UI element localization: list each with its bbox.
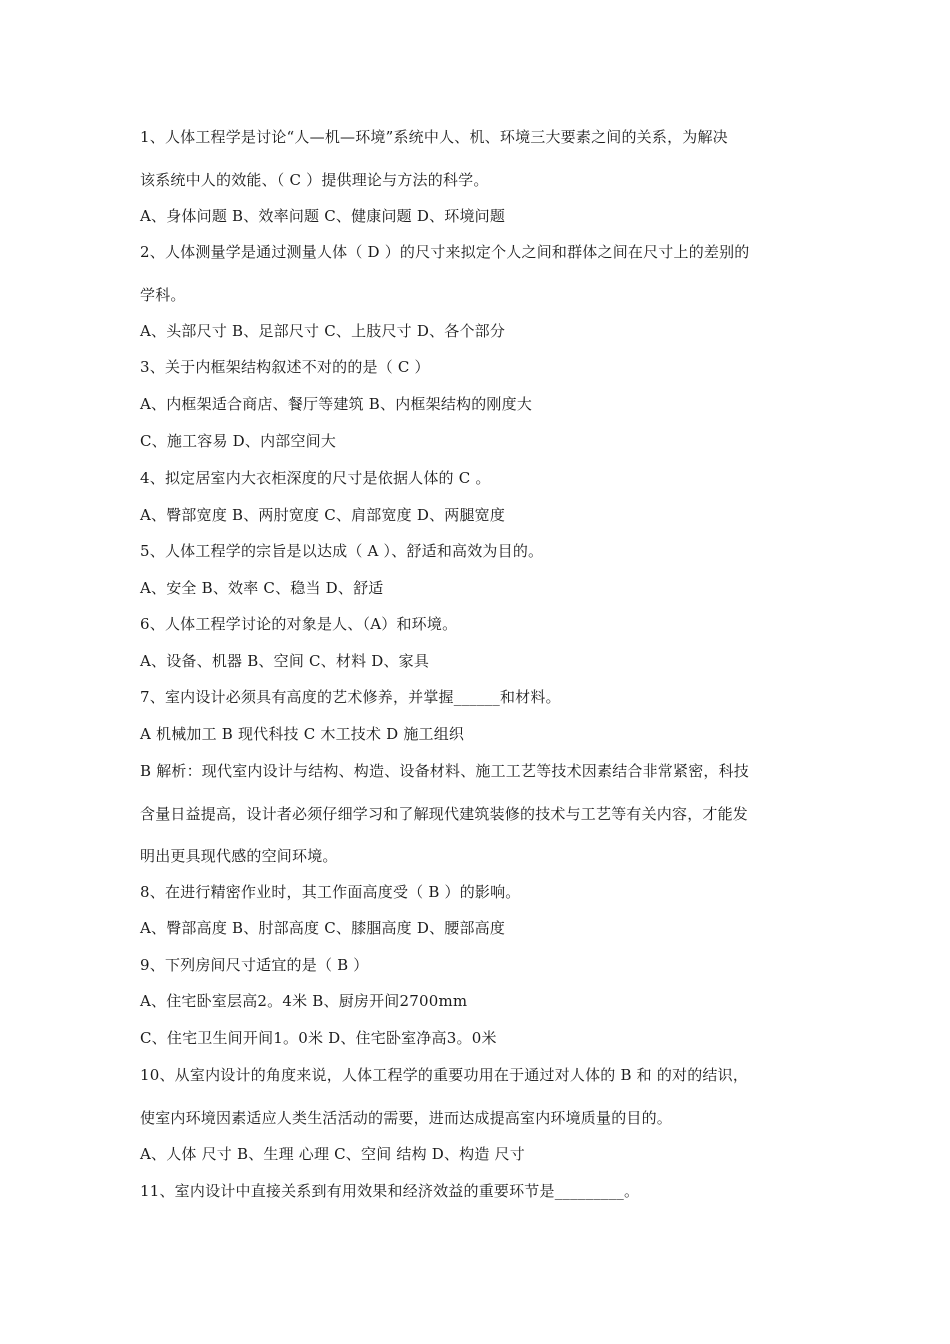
text-line: A、臀部宽度 B、两肘宽度 C、肩部宽度 D、两腿宽度 xyxy=(140,506,506,524)
text-line: 7、室内设计必须具有高度的艺术修养，并掌握______和材料。 xyxy=(140,688,561,706)
text-line: A、设备、机器 B、空间 C、材料 D、家具 xyxy=(140,652,430,670)
text-line: 含量日益提高，设计者必须仔细学习和了解现代建筑装修的技术与工艺等有关内容，才能发 xyxy=(140,805,749,823)
text-line: B 解析：现代室内设计与结构、构造、设备材料、施工工艺等技术因素结合非常紧密，科技 xyxy=(140,762,749,780)
text-line: A、安全 B、效率 C、稳当 D、舒适 xyxy=(140,579,384,597)
text-line: 使室内环境因素适应人类生活活动的需要，进而达成提高室内环境质量的目的。 xyxy=(140,1109,673,1127)
text-line: 6、人体工程学讨论的对象是人、（A）和环境。 xyxy=(140,615,458,633)
text-line: 5、人体工程学的宗旨是以达成（ A ）、舒适和高效为目的。 xyxy=(140,542,544,560)
text-line: 2、人体测量学是通过测量人体（ D ）的尺寸来拟定个人之间和群体之间在尺寸上的差别的 xyxy=(140,243,750,261)
text-line: A、住宅卧室层高2。4米 B、厨房开间2700mm xyxy=(140,992,468,1010)
text-line: 该系统中人的效能、（ C ）提供理论与方法的科学。 xyxy=(140,171,489,189)
text-line: 9、下列房间尺寸适宜的是（ B ） xyxy=(140,956,369,974)
text-line: C、施工容易 D、内部空间大 xyxy=(140,432,337,450)
text-line: 1、人体工程学是讨论“人—机—环境”系统中人、机、环境三大要素之间的关系，为解决 xyxy=(140,128,728,146)
text-line: 8、在进行精密作业时，其工作面高度受（ B ）的影响。 xyxy=(140,883,521,901)
text-line: C、住宅卫生间开间1。0米 D、住宅卧室净高3。0米 xyxy=(140,1029,497,1047)
text-line: A、头部尺寸 B、足部尺寸 C、上肢尺寸 D、各个部分 xyxy=(140,322,506,340)
text-line: 4、拟定居室内大衣柜深度的尺寸是依据人体的 C 。 xyxy=(140,469,491,487)
text-line: 学科。 xyxy=(140,286,186,304)
text-line: 3、关于内框架结构叙述不对的的是（ C ） xyxy=(140,358,430,376)
text-line: A、内框架适合商店、餐厅等建筑 B、内框架结构的刚度大 xyxy=(140,395,533,413)
text-line: 10、从室内设计的角度来说，人体工程学的重要功用在于通过对人体的 B 和 的对的结识， xyxy=(140,1066,749,1084)
text-line: A 机械加工 B 现代科技 C 木工技术 D 施工组织 xyxy=(140,725,465,743)
text-line: A、身体问题 B、效率问题 C、健康问题 D、环境问题 xyxy=(140,207,506,225)
text-line: 明出更具现代感的空间环境。 xyxy=(140,847,338,865)
text-line: A、臀部高度 B、肘部高度 C、膝腘高度 D、腰部高度 xyxy=(140,919,506,937)
text-line: 11、室内设计中直接关系到有用效果和经济效益的重要环节是_________。 xyxy=(140,1182,640,1200)
text-line: A、人体 尺寸 B、生理 心理 C、空间 结构 D、构造 尺寸 xyxy=(140,1145,525,1163)
